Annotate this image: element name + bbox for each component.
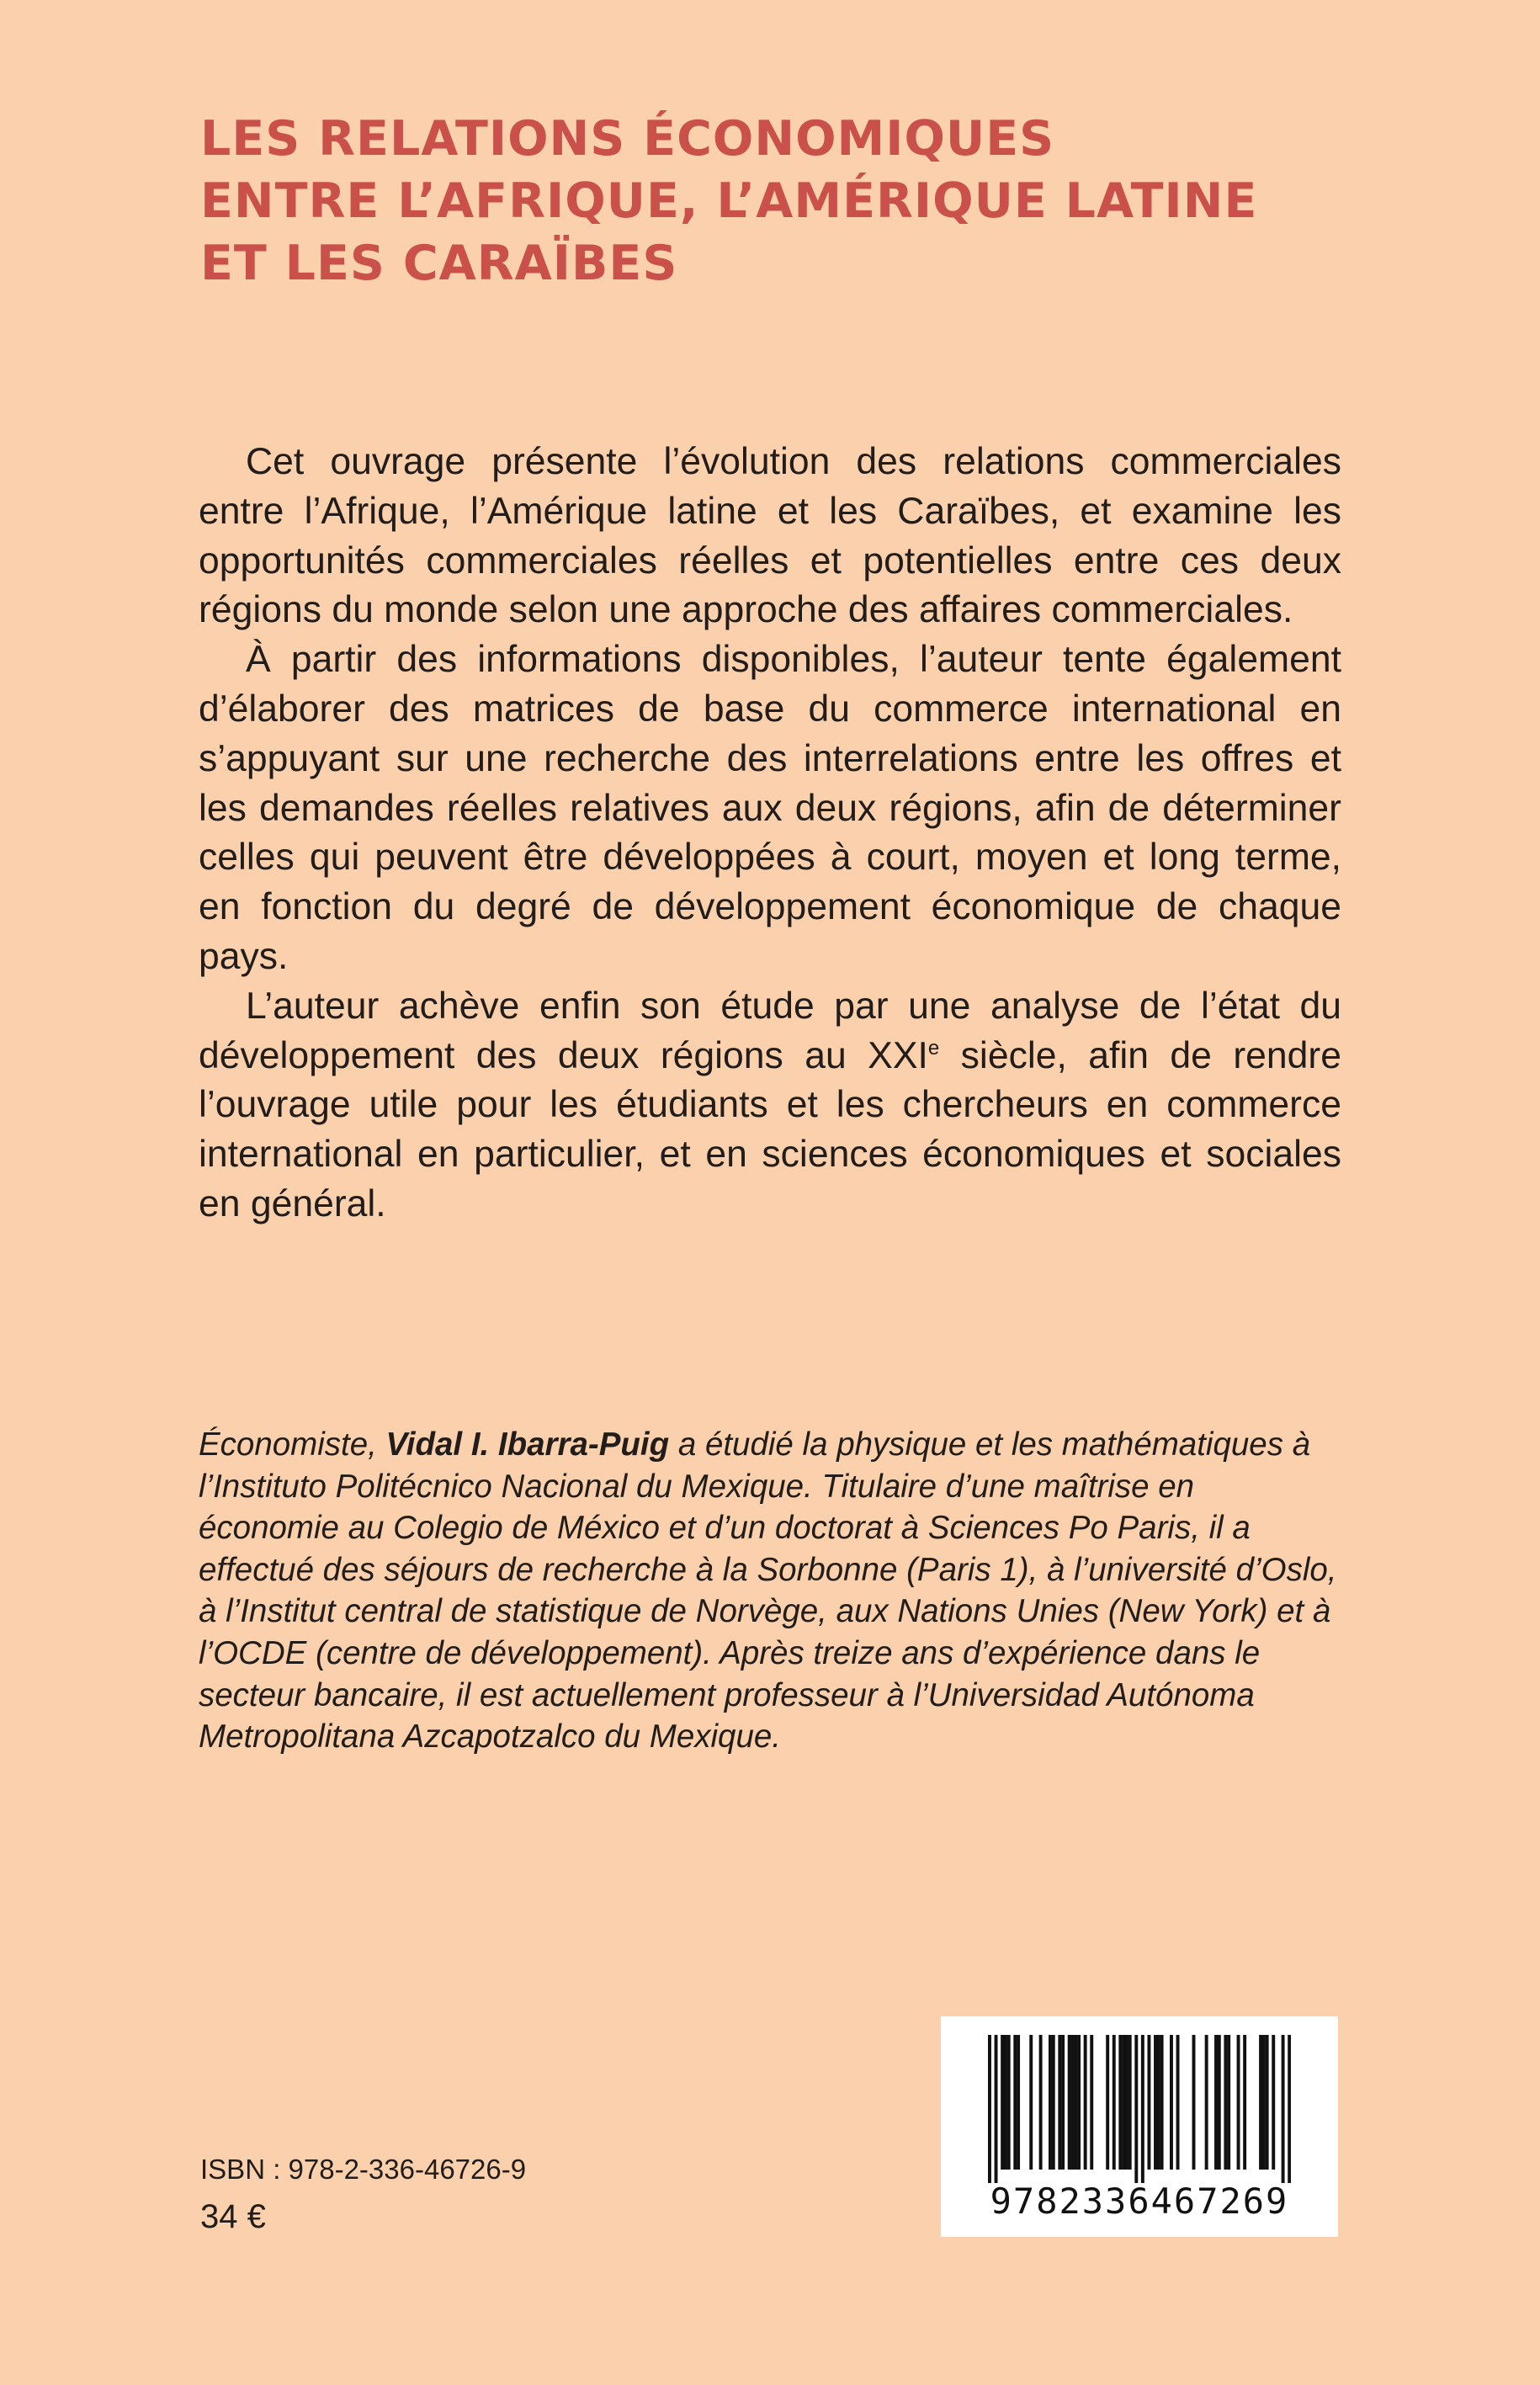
barcode-bar: [1128, 2035, 1132, 2170]
barcode-bar: [1071, 2035, 1075, 2170]
bio-intro: Économiste,: [199, 1426, 386, 1463]
barcode-bar: [1237, 2035, 1240, 2170]
barcode-bar: [1227, 2035, 1230, 2170]
barcode-bar: [1068, 2035, 1071, 2170]
barcode-guard-bar: [1288, 2035, 1291, 2183]
barcode-bar: [1205, 2035, 1208, 2170]
summary-text: siècle, afin de rendre l’ouvrage utile pour les étudiants et les chercheurs en commerce international en particulier, et en sciences économiques et sociales en général.: [199, 1034, 1341, 1224]
barcode-bar: [1004, 2035, 1007, 2170]
barcode-guard-bar: [988, 2035, 991, 2183]
barcode-bar: [1118, 2035, 1122, 2170]
author-bio: [199, 1424, 1341, 1758]
barcode-bar: [1259, 2035, 1262, 2170]
barcode-digits: 9782336467269: [990, 2180, 1289, 2222]
barcode-bar: [1077, 2035, 1081, 2170]
barcode-bar: [1122, 2035, 1125, 2170]
title-line: ENTRE L’AFRIQUE, L’AMÉRIQUE LATINE: [200, 173, 1258, 229]
barcode-bar: [1157, 2035, 1160, 2170]
barcode-guard-bar: [995, 2035, 998, 2183]
barcode-bar: [1214, 2035, 1218, 2170]
barcode-bar: [1007, 2035, 1011, 2170]
barcode-bar: [1039, 2035, 1043, 2170]
title-line: LES RELATIONS ÉCONOMIQUES: [200, 111, 1055, 167]
barcode-bar: [1029, 2035, 1033, 2170]
isbn-label: ISBN : 978-2-336-46726-9: [200, 2154, 527, 2185]
barcode-guard-bar: [1134, 2035, 1138, 2183]
price-label: 34 €: [200, 2198, 266, 2235]
barcode-bar: [1125, 2035, 1128, 2170]
barcode-bar: [1243, 2035, 1246, 2170]
barcode-bar: [1170, 2035, 1173, 2170]
barcode-bar: [1106, 2035, 1109, 2170]
barcode-bar: [1084, 2035, 1087, 2170]
barcode-bars: [988, 2035, 1291, 2183]
barcode-bar: [1090, 2035, 1093, 2170]
barcode-bar: [1160, 2035, 1164, 2170]
book-title: [200, 108, 1362, 295]
barcode-bar: [1266, 2035, 1269, 2170]
century-superscript: e: [927, 1036, 940, 1060]
title-line: ET LES CARAÏBES: [200, 236, 678, 291]
barcode-bar: [1013, 2035, 1017, 2170]
barcode-guard-bar: [1141, 2035, 1144, 2183]
barcode-bar: [1052, 2035, 1055, 2170]
barcode-guard-bar: [1282, 2035, 1285, 2183]
barcode-bar: [1176, 2035, 1180, 2170]
barcode-bar: [1224, 2035, 1227, 2170]
barcode-bar: [1074, 2035, 1077, 2170]
barcode-bar: [1154, 2035, 1157, 2170]
summary-paragraph: [199, 982, 1341, 1230]
barcode: [941, 2016, 1338, 2237]
summary-text: L’auteur achève enfin son étude par une analyse de l’état du développement des deux régions au XXI: [199, 985, 1341, 1076]
summary-paragraph: Cet ouvrage présente l’évolution des relations commerciales entre l’Afrique, l’Amérique latine et les Caraïbes, et examine les opportunités commerciales réelles et potentielles entre ces deux régions du monde selon une approche des affaires commerciales.: [199, 441, 1341, 631]
barcode-bar: [1113, 2035, 1116, 2170]
barcode-bar: [1262, 2035, 1266, 2170]
barcode-bar: [1058, 2035, 1061, 2170]
barcode-bar: [1061, 2035, 1065, 2170]
book-summary: [199, 438, 1341, 1230]
bio-text: a étudié la physique et les mathématiques à l’Instituto Politécnico Nacional du Mexique. Titulaire d’une maîtrise en économie au Colegio de México et d’un doctorat à Sciences Po Paris, il a effectué des séjours de recherche à la Sorbonne (Paris 1), à l’université d’Oslo, à l’Institut central de statistique de Norvège, aux Nations Unies (New York) et à l’OCDE (centre de développement). Après treize ans d’expérience dans le secteur bancaire, il est actuellement professeur à l’Universidad Autónoma Metropolitana Azcapotzalco du Mexique.: [199, 1426, 1337, 1756]
barcode-bar: [1272, 2035, 1275, 2170]
author-name: Vidal I. Ibarra-Puig: [385, 1426, 670, 1463]
barcode-bar: [1001, 2035, 1004, 2170]
barcode-bar: [1147, 2035, 1150, 2170]
barcode-bar: [1017, 2035, 1020, 2170]
barcode-bar: [1192, 2035, 1196, 2170]
summary-paragraph: À partir des informations disponibles, l’auteur tente également d’élaborer des matrices de base du commerce international en s’appuyant sur une recherche des interrelations entre les offres et les demandes réelles relatives aux deux régions, afin de déterminer celles qui peuvent être développées à court, moyen et long terme, en fonction du degré de développement économique de chaque pays.: [199, 639, 1341, 977]
barcode-bar: [1049, 2035, 1052, 2170]
barcode-bar: [1218, 2035, 1221, 2170]
